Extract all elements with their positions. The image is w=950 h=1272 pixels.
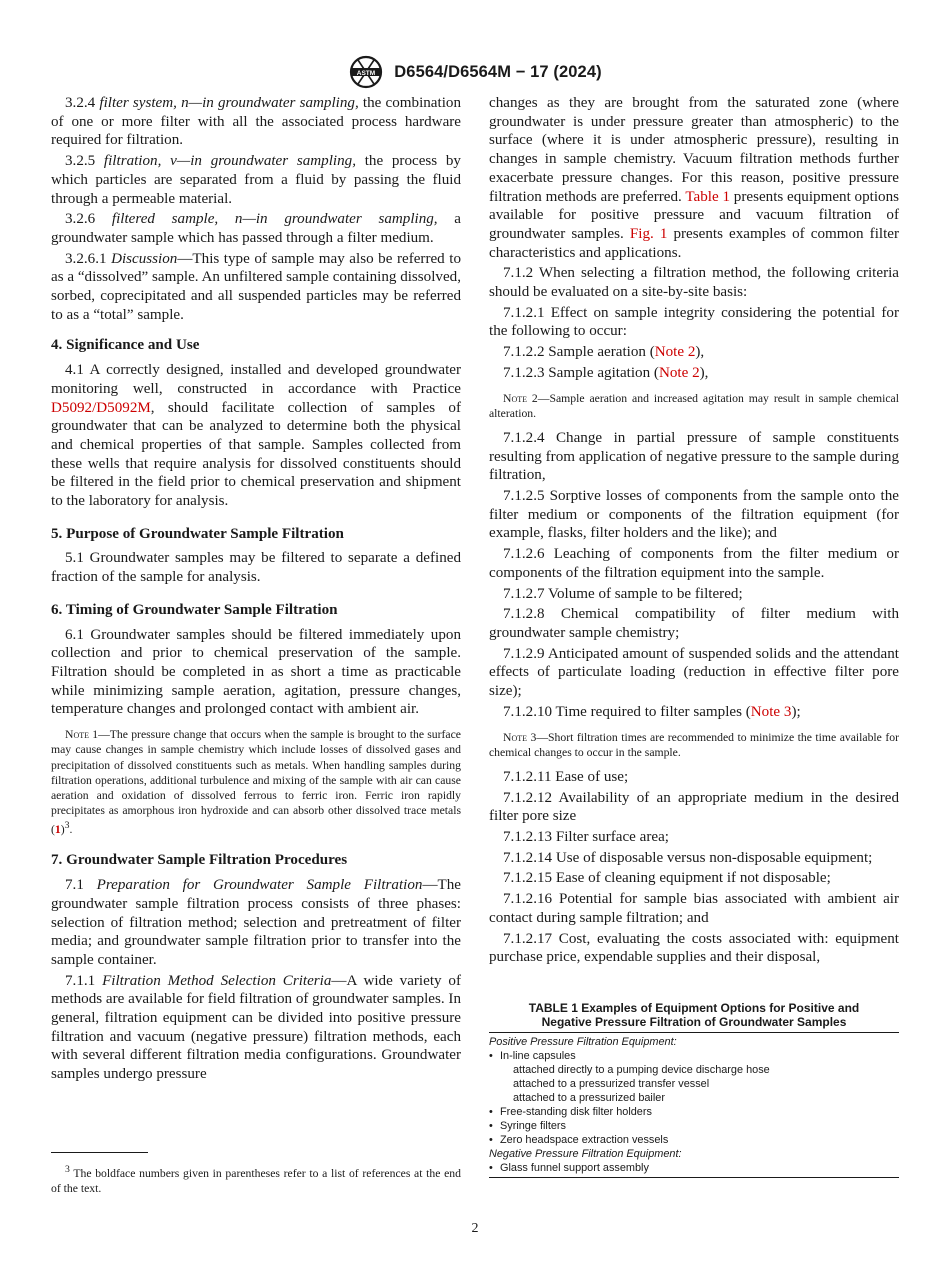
table-row: • In-line capsules	[489, 1049, 899, 1063]
footnote-divider	[51, 1152, 148, 1153]
note-2-link[interactable]: Note 2	[658, 364, 700, 381]
table-row: Positive Pressure Filtration Equipment:	[489, 1036, 677, 1049]
document-designation: D6564/D6564M − 17 (2024)	[394, 62, 602, 81]
paragraph-4-1: 4.1 A correctly designed, installed and developed groundwater monitoring well, constructed in accordance with Practice D5092/D5092M, should facilitate collection of samples of groundwater that can be analyzed to determine both the physical and chemical properties of that sample. Samples collected from these wells that require analysis for dissolved constituents should be filtered in the field prior to chemical preservation and shipment to the laboratory for analysis.	[51, 362, 461, 510]
table-caption: Negative Pressure Filtration of Groundwater Samples	[541, 1015, 847, 1030]
paragraph-7-1-2-5: 7.1.2.5 Sorptive losses of components from the sample onto the filter medium or components of the filtration equipment (for example, flasks, filter holders and the like); and	[489, 488, 899, 542]
fig-1-link[interactable]: Fig. 1	[629, 225, 668, 242]
paragraph-5-1: 5.1 Groundwater samples may be filtered to separate a defined fraction of the sample for analysis.	[51, 550, 461, 586]
paragraph-6-1: 6.1 Groundwater samples should be filtered immediately upon collection and prior to chemical preservation of the sample. Filtration should be completed in as short a time as practicable while minimizing sample aeration, agitation, pressure changes, temperature changes and prolonged contact with ambient air.	[51, 626, 461, 718]
note-2-link[interactable]: Note 2	[654, 344, 696, 361]
section-heading-7: 7. Groundwater Sample Filtration Procedures	[51, 852, 348, 869]
paragraph-7-1: 7.1 Preparation for Groundwater Sample Filtration—The groundwater sample filtration process consists of three phases: selection of filtration method; selection and pretreatment of filter media; and groundwater sample filtration prior to transfer into the sample container.	[51, 877, 461, 968]
paragraph-7-1-2-3: 7.1.2.3 Sample agitation (Note 2),	[503, 364, 709, 381]
note-3: Note 3—Short filtration times are recommended to minimize the time available for chemical changes to occur in the sample.	[489, 730, 899, 759]
table-row: • Free-standing disk filter holders	[489, 1105, 899, 1119]
table-row: • Glass funnel support assembly	[489, 1161, 899, 1175]
note-3-link[interactable]: Note 3	[750, 703, 792, 720]
paragraph-7-1-2-4: 7.1.2.4 Change in partial pressure of sample constituents resulting from application of negative pressure to the sample during filtration,	[489, 429, 899, 484]
paragraph-3-2-6-1: 3.2.6.1 Discussion—This type of sample may also be referred to as a “dissolved” sample. An unfiltered sample containing dissolved, sorbed, coprecipitated and all suspended particles may be referred to as a “total” sample.	[51, 250, 462, 323]
page-header	[0, 54, 950, 90]
paragraph-7-1-1: 7.1.1 Filtration Method Selection Criteria—A wide variety of methods are available for field filtration of groundwater samples. In general, filtration equipment can be divided into positive pressure filtration and vacuum (negative pressure) filtration methods, each with several different filtration media configurations. Groundwater samples undergo pressure	[51, 972, 461, 1083]
paragraph-7-1-2-13: 7.1.2.13 Filter surface area;	[503, 829, 669, 846]
table-row: attached to a pressurized transfer vessel	[513, 1078, 710, 1091]
paragraph-3-2-4: 3.2.4 filter system, n—in groundwater sampling, the combination of one or more filter with all the associated process hardware required for filtration.	[51, 95, 461, 149]
astm-logo-icon	[348, 54, 384, 90]
table-row: attached directly to a pumping device discharge hose	[513, 1064, 770, 1077]
paragraph-7-1-2-1: 7.1.2.1 Effect on sample integrity considering the potential for the following to occur:	[489, 304, 899, 340]
table-row: • Zero headspace extraction vessels	[489, 1133, 899, 1147]
paragraph-7-1-2-10: 7.1.2.10 Time required to filter samples (Note 3);	[503, 703, 801, 720]
paragraph-7-1-1-continued: changes as they are brought from the saturated zone (where groundwater is under pressure greater than atmospheric) to the surface (where it is under atmospheric pressure), resulting in changes in sample chemistry. Vacuum filtration methods further exacerbate pressure changes. For this reason, positive pressure filtration methods are preferred. Table 1 presents equipment options available for positive pressure and vacuum filtration of groundwater samples. Fig. 1 presents examples of common filter characteristics and applications.	[489, 95, 900, 261]
footnote-3: $^3$ The boldface numbers given in parentheses refer to a list of references at the end of the text.	[51, 1164, 461, 1196]
paragraph-7-1-2-9: 7.1.2.9 Anticipated amount of suspended solids and the attendant effects of particulate loading (reduction in effective filter pore size);	[489, 645, 899, 700]
table-row: attached to a pressurized bailer	[513, 1092, 665, 1105]
paragraph-7-1-2-15: 7.1.2.15 Ease of cleaning equipment if not disposable;	[503, 870, 831, 887]
svg-text:ASTM: ASTM	[357, 70, 376, 77]
reference-1-link[interactable]: 1	[54, 823, 61, 837]
d5092-link[interactable]: D5092/D5092M	[51, 399, 151, 416]
table-row: Negative Pressure Filtration Equipment:	[489, 1148, 682, 1161]
paragraph-7-1-2-8: 7.1.2.8 Chemical compatibility of filter medium with groundwater sample chemistry;	[489, 606, 899, 641]
table-1-link[interactable]: Table 1	[685, 188, 731, 205]
table-caption: TABLE 1 Examples of Equipment Options for Positive and	[528, 1001, 860, 1015]
page-number: 2	[471, 1221, 479, 1236]
paragraph-7-1-2-16: 7.1.2.16 Potential for sample bias associated with ambient air contact during sample filtration; and	[489, 891, 899, 926]
section-heading-5: 5. Purpose of Groundwater Sample Filtration	[51, 525, 344, 542]
paragraph-7-1-2-14: 7.1.2.14 Use of disposable versus non-disposable equipment;	[503, 849, 873, 866]
table-bottom-rule	[489, 1177, 899, 1178]
paragraph-7-1-2-7: 7.1.2.7 Volume of sample to be filtered;	[503, 585, 743, 602]
section-heading-6: 6. Timing of Groundwater Sample Filtration	[51, 601, 338, 618]
left-column	[51, 94, 461, 1086]
paragraph-7-1-2: 7.1.2 When selecting a filtration method, the following criteria should be evaluated on a site-by-site basis:	[489, 265, 899, 301]
paragraph-7-1-2-2: 7.1.2.2 Sample aeration (Note 2),	[503, 344, 705, 361]
note-2: Note 2—Sample aeration and increased agitation may result in sample chemical alteration.	[489, 391, 899, 420]
paragraph-7-1-2-17: 7.1.2.17 Cost, evaluating the costs associated with: equipment purchase price, expendable supplies and their disposal,	[489, 930, 899, 966]
paragraph-7-1-2-6: 7.1.2.6 Leaching of components from the filter medium or components of the filtration equipment into the sample.	[489, 546, 899, 581]
table-row: • Syringe filters	[489, 1119, 899, 1133]
table-top-rule	[489, 1032, 899, 1033]
right-column	[489, 94, 899, 969]
paragraph-3-2-5: 3.2.5 filtration, v—in groundwater sampling, the process by which particles are separated from a fluid by passing the fluid through a permeable material.	[51, 153, 461, 207]
section-heading-4: 4. Significance and Use	[51, 337, 200, 354]
paragraph-7-1-2-12: 7.1.2.12 Availability of an appropriate medium in the desired filter pore size	[489, 789, 899, 825]
note-1: Note 1—The pressure change that occurs when the sample is brought to the surface may cause changes in sample chemistry which include losses of dissolved gases and precipitation of dissolved constituents such as metals. When handling samples during filtration operations, additional turbulence and mixing of the sample with air can cause aeration and oxidation of dissolved ferrous to ferric iron. Ferric iron rapidly precipitates as amorphous iron hydroxide and can absorb other dissolved trace metals $(1)^3$.	[51, 728, 461, 837]
paragraph-3-2-6: 3.2.6 filtered sample, n—in groundwater sampling, a groundwater sample which has passed through a filter medium.	[51, 211, 461, 246]
paragraph-7-1-2-11: 7.1.2.11 Ease of use;	[503, 768, 629, 785]
table-1	[489, 1001, 899, 1180]
